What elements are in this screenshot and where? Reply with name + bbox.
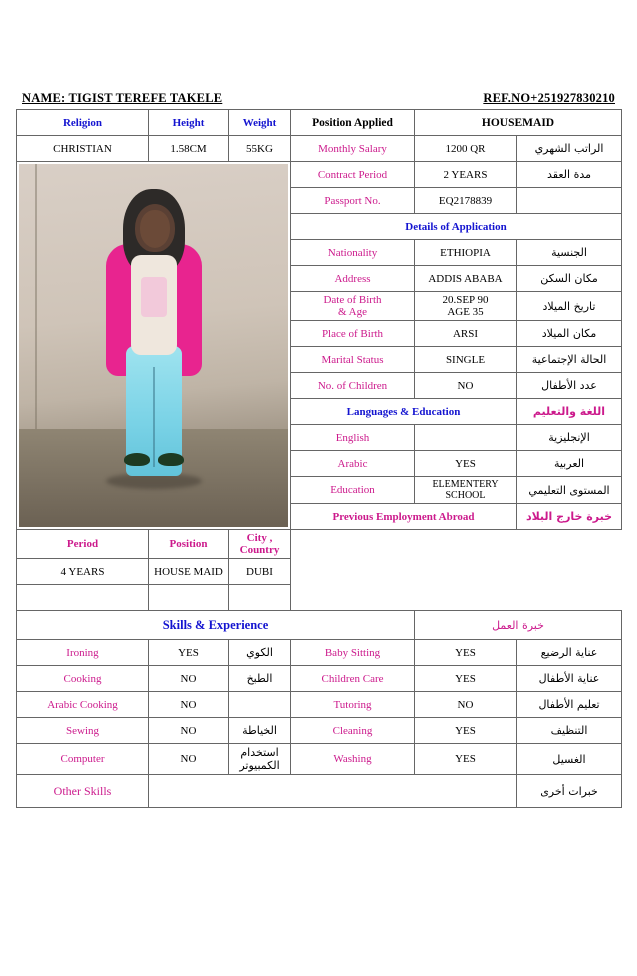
education-label: Education (291, 477, 415, 504)
skill-tutoring-label: Tutoring (291, 692, 415, 718)
employment-city-2 (229, 585, 291, 611)
table-row (17, 585, 622, 611)
table-row (17, 611, 622, 640)
skill-washing-label: Washing (291, 744, 415, 775)
table-row (17, 718, 622, 744)
dob-value (415, 292, 517, 321)
skill-arabic-cooking-arabic (229, 692, 291, 718)
marital-status-arabic: الحالة الإجتماعية (517, 347, 622, 373)
english-value (415, 425, 517, 451)
dob-age: AGE 35 (447, 306, 484, 318)
weight-header: Weight (229, 110, 291, 136)
position-applied-label: Position Applied (291, 110, 415, 136)
marital-status-value: SINGLE (415, 347, 517, 373)
skill-cooking-value: NO (149, 666, 229, 692)
skill-baby-sitting-label: Baby Sitting (291, 640, 415, 666)
skills-section-title-text: Skills & Experience (162, 617, 269, 632)
weight-value: 55KG (229, 136, 291, 162)
skill-washing-value: YES (415, 744, 517, 775)
employment-period-1: 4 YEARS (17, 559, 149, 585)
contract-period-label: Contract Period (291, 162, 415, 188)
dob-label (291, 292, 415, 321)
skill-children-care-value: YES (415, 666, 517, 692)
monthly-salary-arabic: الراتب الشهري (517, 136, 622, 162)
place-of-birth-value: ARSI (415, 321, 517, 347)
other-skills-arabic: خبرات أخرى (517, 775, 622, 808)
skill-cooking-arabic: الطبخ (229, 666, 291, 692)
height-header: Height (149, 110, 229, 136)
dob-arabic: تاريخ الميلاد (517, 292, 622, 321)
passport-label: Passport No. (291, 188, 415, 214)
address-label: Address (291, 266, 415, 292)
skill-cooking-label: Cooking (17, 666, 149, 692)
languages-section-title: Languages & Education (291, 399, 517, 425)
monthly-salary-value: 1200 QR (415, 136, 517, 162)
skill-arabic-cooking-label: Arabic Cooking (17, 692, 149, 718)
table-row (17, 136, 622, 162)
applicant-photo (17, 162, 291, 530)
table-row (17, 559, 622, 585)
table-row (17, 692, 622, 718)
skill-cleaning-value: YES (415, 718, 517, 744)
employment-header-period: Period (17, 530, 149, 559)
employment-header-city: City , Country (229, 530, 291, 559)
employment-period-2 (17, 585, 149, 611)
cv-table (16, 109, 622, 808)
table-row (17, 775, 622, 808)
place-of-birth-arabic: مكان الميلاد (517, 321, 622, 347)
passport-arabic (517, 188, 622, 214)
skill-children-care-arabic: عناية الأطفال (517, 666, 622, 692)
arabic-label: Arabic (291, 451, 415, 477)
skill-computer-arabic: استخدام الكمبيوتر (229, 744, 291, 775)
nationality-label: Nationality (291, 240, 415, 266)
dob-date: 20.SEP 90 (442, 294, 489, 306)
document-header (16, 76, 621, 106)
address-arabic: مكان السكن (517, 266, 622, 292)
education-arabic: المستوى التعليمي (517, 477, 622, 504)
skill-ironing-label: Ironing (17, 640, 149, 666)
skill-sewing-arabic: الخياطة (229, 718, 291, 744)
details-section-title: Details of Application (291, 214, 622, 240)
nationality-arabic: الجنسية (517, 240, 622, 266)
other-skills-value (149, 775, 517, 808)
table-row (17, 162, 622, 188)
monthly-salary-label: Monthly Salary (291, 136, 415, 162)
religion-value: CHRISTIAN (17, 136, 149, 162)
place-of-birth-label: Place of Birth (291, 321, 415, 347)
skill-cleaning-label: Cleaning (291, 718, 415, 744)
skill-washing-arabic: الغسيل (517, 744, 622, 775)
employment-section-title: Previous Employment Abroad (291, 504, 517, 530)
table-row (17, 530, 622, 559)
arabic-arabic: العربية (517, 451, 622, 477)
skill-tutoring-value: NO (415, 692, 517, 718)
address-value: ADDIS ABABA (415, 266, 517, 292)
skill-baby-sitting-value: YES (415, 640, 517, 666)
languages-section-title-arabic: اللغة والتعليم (517, 399, 622, 425)
contract-period-arabic: مدة العقد (517, 162, 622, 188)
other-skills-label: Other Skills (17, 775, 149, 808)
height-value: 1.58CM (149, 136, 229, 162)
skill-children-care-label: Children Care (291, 666, 415, 692)
skills-section-title (17, 611, 415, 640)
arabic-value: YES (415, 451, 517, 477)
position-applied-value: HOUSEMAID (415, 110, 622, 136)
table-row (17, 110, 622, 136)
skill-tutoring-arabic: تعليم الأطفال (517, 692, 622, 718)
education-value-line1: ELEMENTERY (432, 479, 499, 490)
children-count-arabic: عدد الأطفال (517, 373, 622, 399)
marital-status-label: Marital Status (291, 347, 415, 373)
children-count-value: NO (415, 373, 517, 399)
skill-sewing-value: NO (149, 718, 229, 744)
skill-baby-sitting-arabic: عناية الرضيع (517, 640, 622, 666)
skill-computer-label: Computer (17, 744, 149, 775)
dob-label-line2: & Age (337, 306, 368, 318)
passport-value: EQ2178839 (415, 188, 517, 214)
skill-sewing-label: Sewing (17, 718, 149, 744)
skill-ironing-value: YES (149, 640, 229, 666)
applicant-name: NAME: TIGIST TEREFE TAKELE (22, 91, 223, 105)
employment-position-1: HOUSE MAID (149, 559, 229, 585)
employment-section-title-arabic: خبرة خارج البلاد (517, 504, 622, 530)
contract-period-value: 2 YEARS (415, 162, 517, 188)
education-value-line2: SCHOOL (445, 490, 486, 501)
skill-computer-value: NO (149, 744, 229, 775)
reference-number: REF.NO+251927830210 (483, 91, 615, 105)
employment-position-2 (149, 585, 229, 611)
nationality-value: ETHIOPIA (415, 240, 517, 266)
table-row (17, 666, 622, 692)
employment-city-1: DUBI (229, 559, 291, 585)
english-arabic: الإنجليزية (517, 425, 622, 451)
table-row (17, 744, 622, 775)
dob-label-line1: Date of Birth (323, 294, 382, 306)
skill-cleaning-arabic: التنظيف (517, 718, 622, 744)
skill-ironing-arabic: الكوي (229, 640, 291, 666)
skill-arabic-cooking-value: NO (149, 692, 229, 718)
education-value (415, 477, 517, 504)
cv-page (0, 76, 637, 976)
english-label: English (291, 425, 415, 451)
employment-header-position: Position (149, 530, 229, 559)
table-row (17, 640, 622, 666)
religion-header: Religion (17, 110, 149, 136)
children-count-label: No. of Children (291, 373, 415, 399)
skills-section-title-arabic: خبرة العمل (415, 611, 622, 640)
